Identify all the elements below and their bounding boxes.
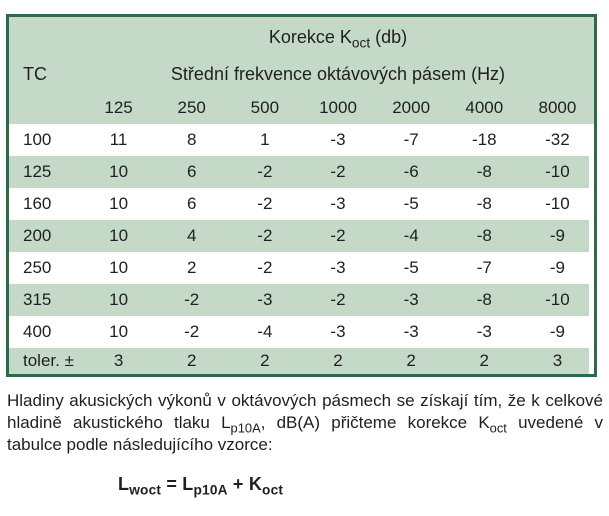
- value-cell: -8: [448, 220, 521, 252]
- value-cell: 2: [155, 252, 228, 284]
- subscript-text: p10A: [230, 420, 261, 436]
- body-paragraph: [7, 390, 603, 456]
- table-row: [9, 284, 594, 316]
- tc-cell: 125: [9, 156, 82, 188]
- formula: [118, 474, 284, 498]
- value-cell: -4: [228, 316, 301, 348]
- value-cell: 2: [228, 348, 301, 374]
- value-cell: -3: [228, 284, 301, 316]
- value-cell: -3: [301, 124, 374, 156]
- table-title-row: [9, 17, 594, 57]
- subscript-text: oct: [489, 420, 507, 436]
- subscript-text: oct: [262, 482, 284, 498]
- value-cell: 8: [155, 124, 228, 156]
- value-cell: 6: [155, 188, 228, 220]
- table-row: [9, 316, 594, 348]
- value-cell: 3: [82, 348, 155, 374]
- band-header-row: [9, 57, 594, 91]
- tc-cell: toler. ±: [9, 348, 82, 374]
- value-cell: -7: [448, 252, 521, 284]
- value-cell: -3: [301, 316, 374, 348]
- value-cell: -5: [375, 188, 448, 220]
- tc-column-header: TC: [9, 57, 82, 91]
- value-cell: 2: [301, 348, 374, 374]
- value-cell: 6: [155, 156, 228, 188]
- value-cell: -2: [228, 252, 301, 284]
- value-cell: -2: [301, 156, 374, 188]
- value-cell: -10: [521, 284, 594, 316]
- text-segment: L: [118, 474, 130, 494]
- value-cell: 10: [82, 252, 155, 284]
- freq-empty-cell: [9, 91, 82, 124]
- tc-cell: 400: [9, 316, 82, 348]
- frequency-header-cell: 125: [82, 91, 155, 124]
- table-body: [9, 124, 594, 374]
- table-row: [9, 348, 594, 374]
- frequency-header-row: [9, 91, 594, 124]
- tc-cell: 160: [9, 188, 82, 220]
- frequency-header-cell: 1000: [301, 91, 374, 124]
- table-row: [9, 252, 594, 284]
- correction-table: [6, 14, 597, 377]
- frequency-header-cell: 250: [155, 91, 228, 124]
- band-header-label: Střední frekvence oktávových pásem (Hz): [82, 57, 594, 91]
- value-cell: -3: [375, 316, 448, 348]
- value-cell: -9: [521, 252, 594, 284]
- value-cell: -2: [228, 220, 301, 252]
- value-cell: 4: [155, 220, 228, 252]
- value-cell: -10: [521, 188, 594, 220]
- frequency-header-cell: 500: [228, 91, 301, 124]
- text-segment: Korekce K: [268, 26, 352, 47]
- subscript-text: woct: [129, 482, 162, 498]
- value-cell: -2: [155, 284, 228, 316]
- value-cell: 3: [521, 348, 594, 374]
- value-cell: -4: [375, 220, 448, 252]
- value-cell: -2: [301, 284, 374, 316]
- value-cell: 2: [155, 348, 228, 374]
- text-segment: = L: [161, 474, 194, 494]
- value-cell: 10: [82, 156, 155, 188]
- value-cell: -2: [228, 156, 301, 188]
- value-cell: -3: [301, 252, 374, 284]
- value-cell: -8: [448, 156, 521, 188]
- tc-cell: 100: [9, 124, 82, 156]
- table-row: [9, 220, 594, 252]
- table-row: [9, 188, 594, 220]
- value-cell: 10: [82, 284, 155, 316]
- value-cell: -2: [301, 220, 374, 252]
- subscript-text: oct: [351, 35, 371, 51]
- value-cell: -9: [521, 316, 594, 348]
- value-cell: -8: [448, 188, 521, 220]
- frequency-header-cell: 2000: [375, 91, 448, 124]
- text-segment: , dB(A) přičteme korekce K: [260, 413, 490, 432]
- title-empty-cell: [9, 17, 82, 57]
- value-cell: 1: [228, 124, 301, 156]
- table-title: [82, 17, 594, 57]
- value-cell: -18: [448, 124, 521, 156]
- text-segment: (db): [370, 26, 408, 47]
- tc-cell: 315: [9, 284, 82, 316]
- value-cell: -8: [448, 284, 521, 316]
- tc-cell: 200: [9, 220, 82, 252]
- table-row: [9, 156, 594, 188]
- text-segment: Hladiny akusických výkonů v oktávových pásmech se získají tím, že k celkové hladině akustického tlaku L: [7, 391, 603, 432]
- subscript-text: p10A: [193, 482, 228, 498]
- korekce-koct-table: [9, 17, 594, 374]
- frequency-header-cell: 4000: [448, 91, 521, 124]
- value-cell: 10: [82, 188, 155, 220]
- tc-cell: 250: [9, 252, 82, 284]
- value-cell: -2: [228, 188, 301, 220]
- value-cell: 11: [82, 124, 155, 156]
- value-cell: -7: [375, 124, 448, 156]
- value-cell: -3: [448, 316, 521, 348]
- value-cell: 10: [82, 220, 155, 252]
- value-cell: 2: [448, 348, 521, 374]
- value-cell: -9: [521, 220, 594, 252]
- value-cell: -3: [375, 284, 448, 316]
- table-row: [9, 124, 594, 156]
- value-cell: -5: [375, 252, 448, 284]
- value-cell: -2: [155, 316, 228, 348]
- value-cell: -10: [521, 156, 594, 188]
- value-cell: 10: [82, 316, 155, 348]
- table-header: [9, 17, 594, 124]
- value-cell: 2: [375, 348, 448, 374]
- frequency-header-cell: 8000: [521, 91, 594, 124]
- text-segment: + K: [227, 474, 263, 494]
- text-segment: uvedené v tabulce podle následujícího vzorce:: [7, 413, 603, 454]
- value-cell: -3: [301, 188, 374, 220]
- value-cell: -32: [521, 124, 594, 156]
- value-cell: -6: [375, 156, 448, 188]
